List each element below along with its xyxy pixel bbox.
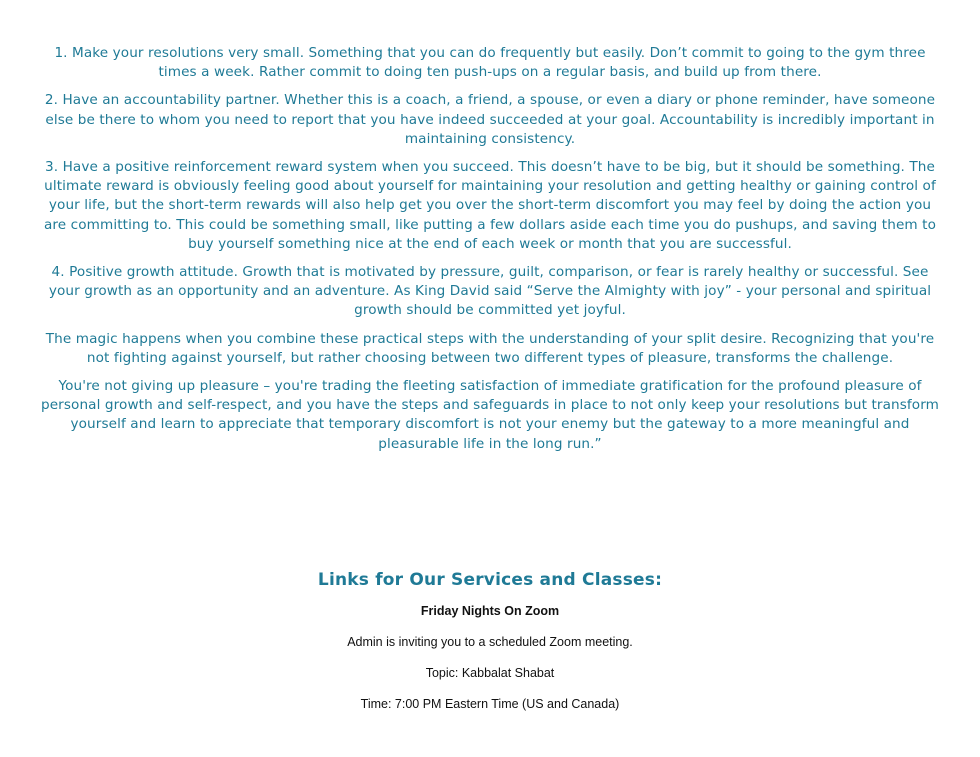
paragraph-magic: The magic happens when you combine these practical steps with the understanding of your split desire. Recognizing that you're not fighting against yourself, but rather choosing between two different types of pleasure, transforms the challenge. <box>45 330 935 366</box>
paragraph-tip-1: 1. Make your resolutions very small. Something that you can do frequently but easily. Don’t commit to going to the gym three times a week. Rather commit to doing ten push-ups on a regular basis, and build up from there. <box>54 45 926 81</box>
paragraph-tip-2: 2. Have an accountability partner. Whether this is a coach, a friend, a spouse, or even a diary or phone reminder, have someone else be there to whom you need to report that you have indeed succeeded at your goal. Accountability is incredibly important in maintaining consistency. <box>44 92 936 147</box>
zoom-invite-text: Admin is inviting you to a scheduled Zoom meeting. <box>347 635 633 649</box>
zoom-title: Friday Nights On Zoom <box>420 604 560 618</box>
paragraph-conclusion: You're not giving up pleasure – you're trading the fleeting satisfaction of immediate gratification for the profound pleasure of personal growth and self-respect, and you have the steps and safeguards in place to not only keep your resolutions but transform yourself and learn to appreciate that temporary discomfort is not your enemy but the gateway to a more meaningful and pleasurable life in the long run.” <box>40 378 939 452</box>
article-body <box>40 44 940 463</box>
zoom-time: Time: 7:00 PM Eastern Time (US and Canada) <box>360 697 620 711</box>
paragraph-tip-3: 3. Have a positive reinforcement reward system when you succeed. This doesn’t have to be big, but it should be something. The ultimate reward is obviously feeling good about yourself for maintaining your resolution and getting healthy or gaining control of your life, but the short-term rewards will also help get you over the short-term discomfort you may feel by doing the action you are committing to. This could be something small, like putting a few dollars aside each time you do pushups, and saving them to buy yourself something nice at the end of each week or month that you are successful. <box>43 159 937 252</box>
paragraph-tip-4: 4. Positive growth attitude. Growth that is motivated by pressure, guilt, comparison, or fear is rarely healthy or successful. See your growth as an opportunity and an adventure. As King David said “Serve the Almighty with joy” - your personal and spiritual growth should be committed yet joyful. <box>48 264 932 319</box>
zoom-topic: Topic: Kabbalat Shabat <box>425 666 555 680</box>
links-heading: Links for Our Services and Classes: <box>317 570 663 590</box>
links-section <box>0 570 980 726</box>
